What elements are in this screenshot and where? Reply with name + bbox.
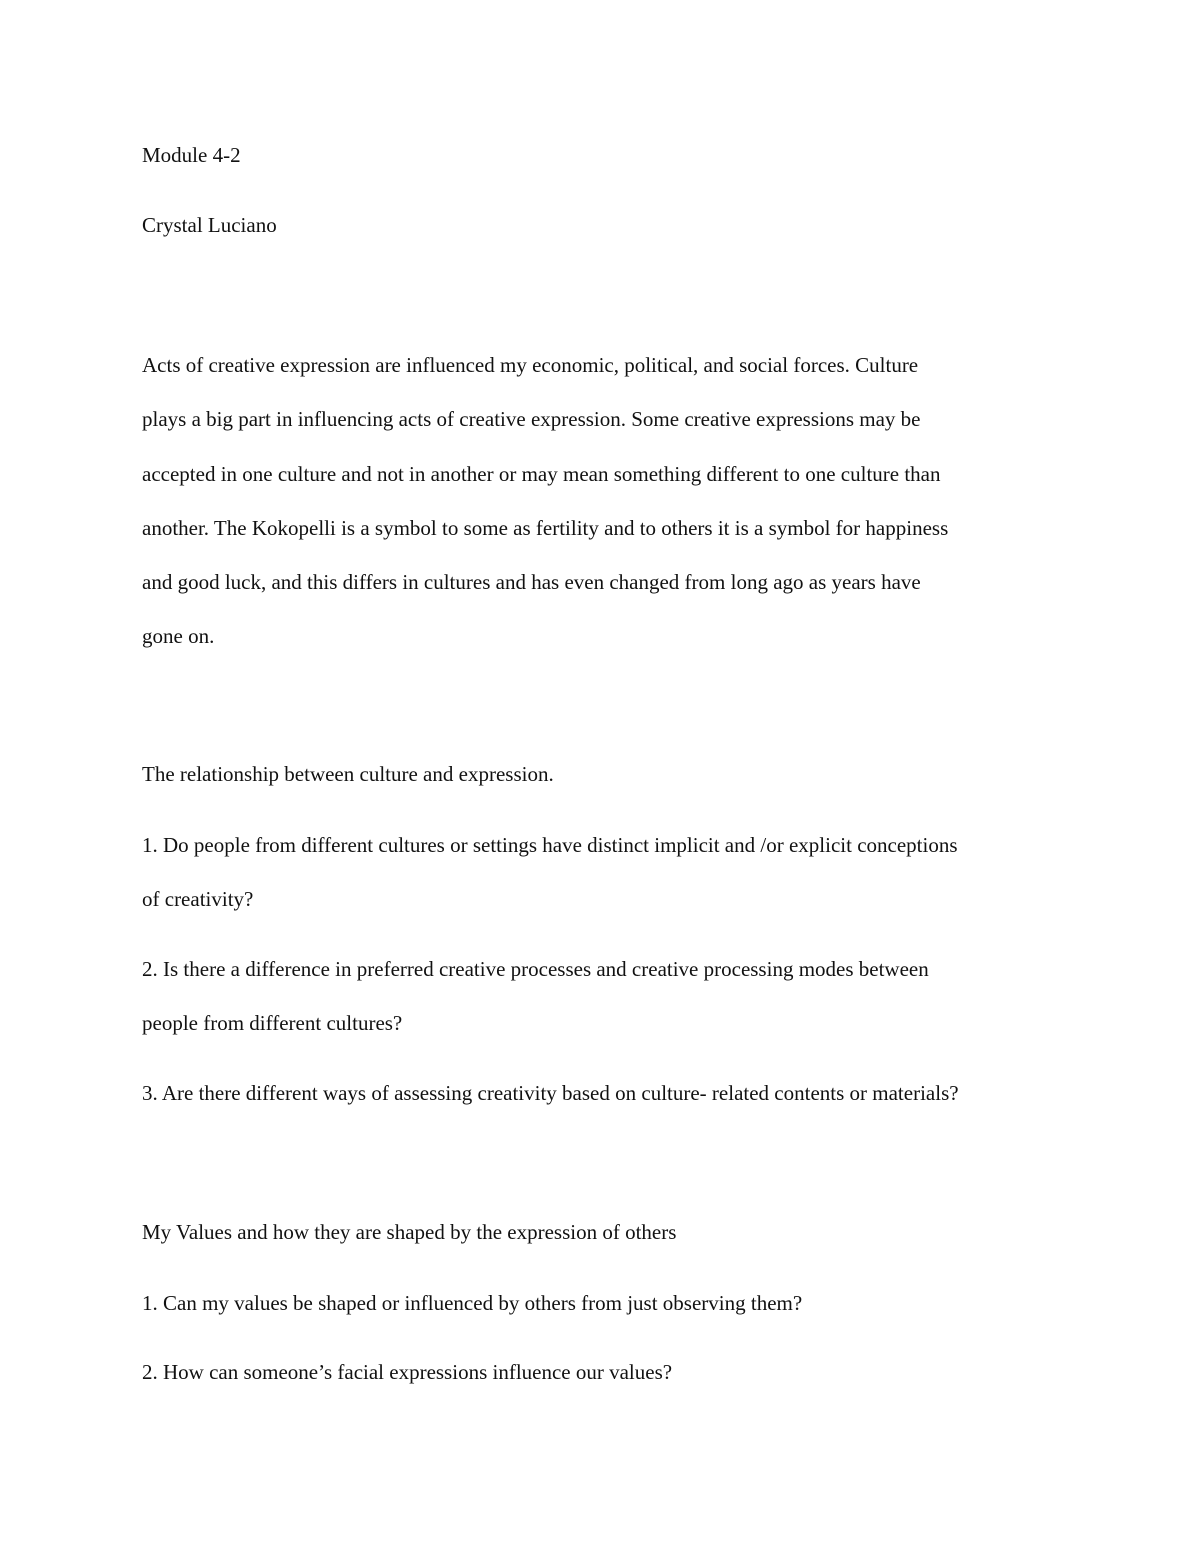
section-heading-values: My Values and how they are shaped by the expression of others — [142, 1220, 677, 1244]
question-line: 2. Is there a difference in preferred creative processes and creative processing modes between — [142, 957, 929, 981]
question-line: 1. Do people from different cultures or settings have distinct implicit and /or explicit conceptions — [142, 833, 958, 857]
values-question-1: 1. Can my values be shaped or influenced by others from just observing them? — [142, 1291, 803, 1315]
question-line: people from different cultures? — [142, 1011, 403, 1035]
paragraph-line: accepted in one culture and not in another or may mean something different to one culture than — [142, 462, 941, 486]
section-heading-culture: The relationship between culture and expression. — [142, 762, 554, 786]
paragraph-line: another. The Kokopelli is a symbol to some as fertility and to others it is a symbol for happiness — [142, 516, 949, 540]
author-name: Crystal Luciano — [142, 213, 277, 237]
question-3: 3. Are there different ways of assessing creativity based on culture- related contents or materials? — [142, 1081, 959, 1105]
paragraph-line: gone on. — [142, 624, 215, 648]
paragraph-line: and good luck, and this differs in cultures and has even changed from long ago as years have — [142, 570, 921, 594]
module-title: Module 4-2 — [142, 143, 241, 167]
paragraph-line: plays a big part in influencing acts of creative expression. Some creative expressions may be — [142, 407, 921, 431]
values-question-2: 2. How can someone’s facial expressions influence our values? — [142, 1360, 673, 1384]
question-line: of creativity? — [142, 887, 254, 911]
paragraph-line: Acts of creative expression are influenced my economic, political, and social forces. Culture — [142, 353, 919, 377]
